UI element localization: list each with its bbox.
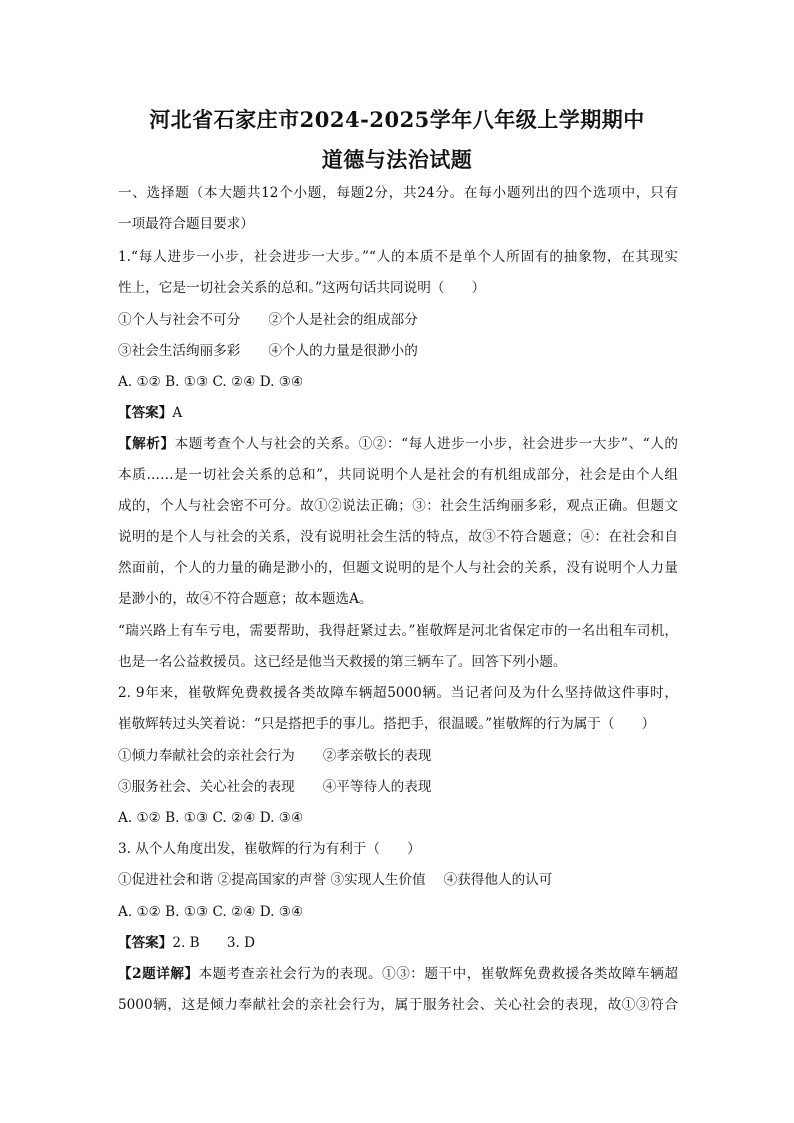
analysis-line: 成的，个人与社会密不可分。故①②说法正确；③：社会生活绚丽多彩，观点正确。但题文 xyxy=(118,498,678,514)
material-paragraph: 也是一名公益救援员。这已经是他当天救援的第三辆车了。回答下列小题。 xyxy=(118,654,567,670)
question-1-choices: A. ①② B. ①③ C. ②④ D. ③④ xyxy=(118,374,304,390)
q2-detail-line: 5000辆，这是倾力奉献社会的亲社会行为，属于服务社会、关心社会的表现，故①③符合 xyxy=(118,997,678,1013)
analysis-line: 然面前，个人的力量的确是渺小的，但题文说明的是个人与社会的关系，没有说明个人力量 xyxy=(118,560,678,576)
analysis-text: 本题考查个人与社会的关系。①②：“每人进步一小步，社会进步一大步”、“人的 xyxy=(174,436,678,452)
q2-detail-line xyxy=(118,965,678,983)
answer-tag: 【答案】 xyxy=(118,405,173,421)
analysis-line: 本质……是一切社会关系的总和”，共同说明个人是社会的有机组成部分，社会是由个人组 xyxy=(118,467,678,483)
document-title: 河北省石家庄市2024-2025学年八年级上学期期中 xyxy=(149,107,645,132)
question-2-options-row xyxy=(118,778,678,796)
question-3-choices: A. ①② B. ①③ C. ②④ D. ③④ xyxy=(118,904,304,920)
q2-detail-text: 本题考查亲社会行为的表现。①③：题干中，崔敬辉免费救援各类故障车辆超 xyxy=(198,966,678,982)
question-2-options-row xyxy=(118,747,678,765)
option-4: ④平等待人的表现 xyxy=(322,779,432,795)
question-1-options-row xyxy=(118,342,678,360)
question-1-stem: 1.“每人进步一小步，社会进步一大步。”“人的本质不是单个人所固有的抽象物，在其现实 xyxy=(118,249,678,265)
option-2: ②孝亲敬长的表现 xyxy=(322,748,432,764)
answer-value: 2. B 3. D xyxy=(172,935,256,951)
question-3-options: ①促进社会和谐 ②提高国家的声誉 ③实现人生价值 ④获得他人的认可 xyxy=(118,872,553,888)
answer-value: A xyxy=(172,405,183,421)
material-paragraph: “瑞兴路上有车亏电，需要帮助，我得赶紧过去。”崔敬辉是河北省保定市的一名出租车司机， xyxy=(118,623,678,639)
question-1-options-row xyxy=(118,311,678,329)
question-2-stem: 崔敬辉转过头笑着说：“只是搭把手的事儿。搭把手，很温暖。”崔敬辉的行为属于（ ） xyxy=(118,716,656,732)
answer-tag: 【答案】 xyxy=(118,935,173,951)
question-2-choices: A. ①② B. ①③ C. ②④ D. ③④ xyxy=(118,810,304,826)
answers-2-3 xyxy=(118,934,678,952)
analysis-line: 说明的是个人与社会的关系，没有说明社会生活的特点，故③不符合题意；④：在社会和自 xyxy=(118,529,678,545)
option-4: ④个人的力量是很渺小的 xyxy=(268,343,418,359)
question-3-stem: 3. 从个人角度出发，崔敬辉的行为有利于（ ） xyxy=(118,841,421,857)
analysis-line xyxy=(118,435,678,453)
section-header-line: 一项最符合题目要求） xyxy=(118,216,254,232)
option-2: ②个人是社会的组成部分 xyxy=(268,312,418,328)
option-1: ①倾力奉献社会的亲社会行为 xyxy=(118,748,295,764)
option-3: ③社会生活绚丽多彩 xyxy=(118,343,241,359)
option-1: ①个人与社会不可分 xyxy=(118,312,241,328)
option-3: ③服务社会、关心社会的表现 xyxy=(118,779,295,795)
document-subtitle: 道德与法治试题 xyxy=(321,147,473,172)
question-2-stem: 2. 9年来，崔敬辉免费救援各类故障车辆超5000辆。当记者问及为什么坚持做这件事时， xyxy=(118,685,678,701)
section-header-line: 一、选择题（本大题共12个小题，每题2分，共24分。在每小题列出的四个选项中，只有 xyxy=(118,185,678,201)
question-1-stem: 性上，它是一切社会关系的总和。”这两句话共同说明（ ） xyxy=(118,280,486,296)
analysis-tag: 【解析】 xyxy=(118,436,175,452)
question-1-answer xyxy=(118,404,678,422)
analysis-line: 是渺小的，故④不符合题意；故本题选A。 xyxy=(118,591,373,607)
q2-detail-tag: 【2题详解】 xyxy=(118,966,199,982)
